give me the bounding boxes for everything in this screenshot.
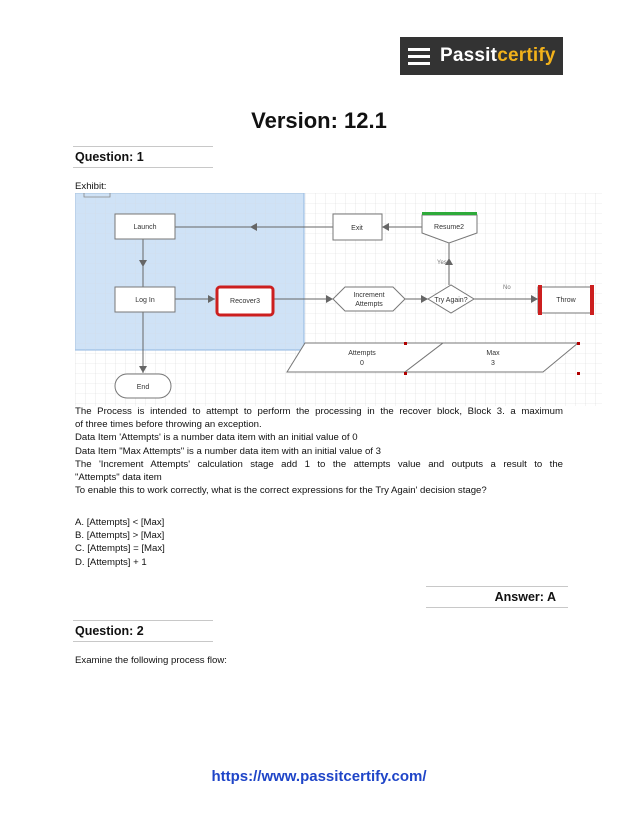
- body-line: The 'Increment Attempts' calculation stage add 1 to the attempts value and outputs a result to the: [75, 458, 563, 470]
- brand-name-part1: Passit: [440, 45, 498, 66]
- option-d: D. [Attempts] + 1: [75, 556, 147, 568]
- answer-options: [75, 516, 563, 569]
- attempts-name: Attempts: [348, 350, 376, 357]
- body-line: The Process is intended to attempt to perform the processing in the recover block, Block 3. a maximum: [75, 406, 563, 417]
- no-label: No: [503, 285, 511, 291]
- question-1-body: [75, 405, 563, 497]
- increment-label-line1: Increment: [353, 292, 385, 299]
- throw-stage: [538, 285, 594, 315]
- recover-label: Recover3: [230, 298, 260, 305]
- launch-stage: [115, 214, 175, 239]
- end-stage: [115, 374, 171, 398]
- menu-icon: [408, 48, 430, 65]
- attempts-value: 0: [360, 360, 364, 367]
- option-a: A. [Attempts] < [Max]: [75, 517, 165, 528]
- footer-link[interactable]: https://www.passitcertify.com/: [211, 768, 427, 785]
- brand-name-part2: certify: [497, 45, 556, 66]
- resume-label: Resume2: [434, 224, 464, 231]
- body-line: Data Item 'Attempts' is a number data item with an initial value of 0: [75, 432, 358, 444]
- body-line: To enable this to work correctly, what is the correct expressions for the Try Again' decision stage?: [75, 485, 487, 497]
- max-value: 3: [491, 360, 495, 367]
- yes-label: Yes: [437, 260, 447, 266]
- option-c: C. [Attempts] = [Max]: [75, 543, 165, 555]
- launch-label: Launch: [133, 224, 157, 231]
- body-line: "Attempts" data item: [75, 472, 162, 484]
- body-line: of three times before throwing an exception.: [75, 419, 262, 431]
- throw-label: Throw: [556, 297, 576, 304]
- body-line: Data Item "Max Attempts" is a number data item with an initial value of 3: [75, 445, 381, 457]
- end-label: End: [136, 384, 150, 391]
- brand-name: [440, 45, 556, 67]
- login-label: Log In: [135, 297, 155, 304]
- question-2-heading: Question: 2: [73, 620, 213, 642]
- recover-stage: [217, 287, 273, 315]
- brand-logo: [400, 37, 563, 75]
- answer-box: Answer: A: [426, 586, 568, 608]
- exit-stage: [333, 214, 382, 240]
- try-again-label: Try Again?: [434, 297, 468, 304]
- exhibit-diagram: [75, 193, 602, 406]
- question-2-body: Examine the following process flow:: [75, 655, 227, 666]
- exit-label: Exit: [351, 225, 363, 232]
- option-b: B. [Attempts] > [Max]: [75, 530, 165, 542]
- increment-label-line2: Attempts: [355, 301, 383, 308]
- exhibit-label: Exhibit:: [75, 181, 107, 192]
- max-name: Max: [486, 350, 500, 357]
- version-title: Version: 12.1: [251, 108, 387, 133]
- login-stage: [115, 287, 175, 312]
- question-1-heading: Question: 1: [73, 146, 213, 168]
- increment-attempts-stage: [333, 287, 405, 311]
